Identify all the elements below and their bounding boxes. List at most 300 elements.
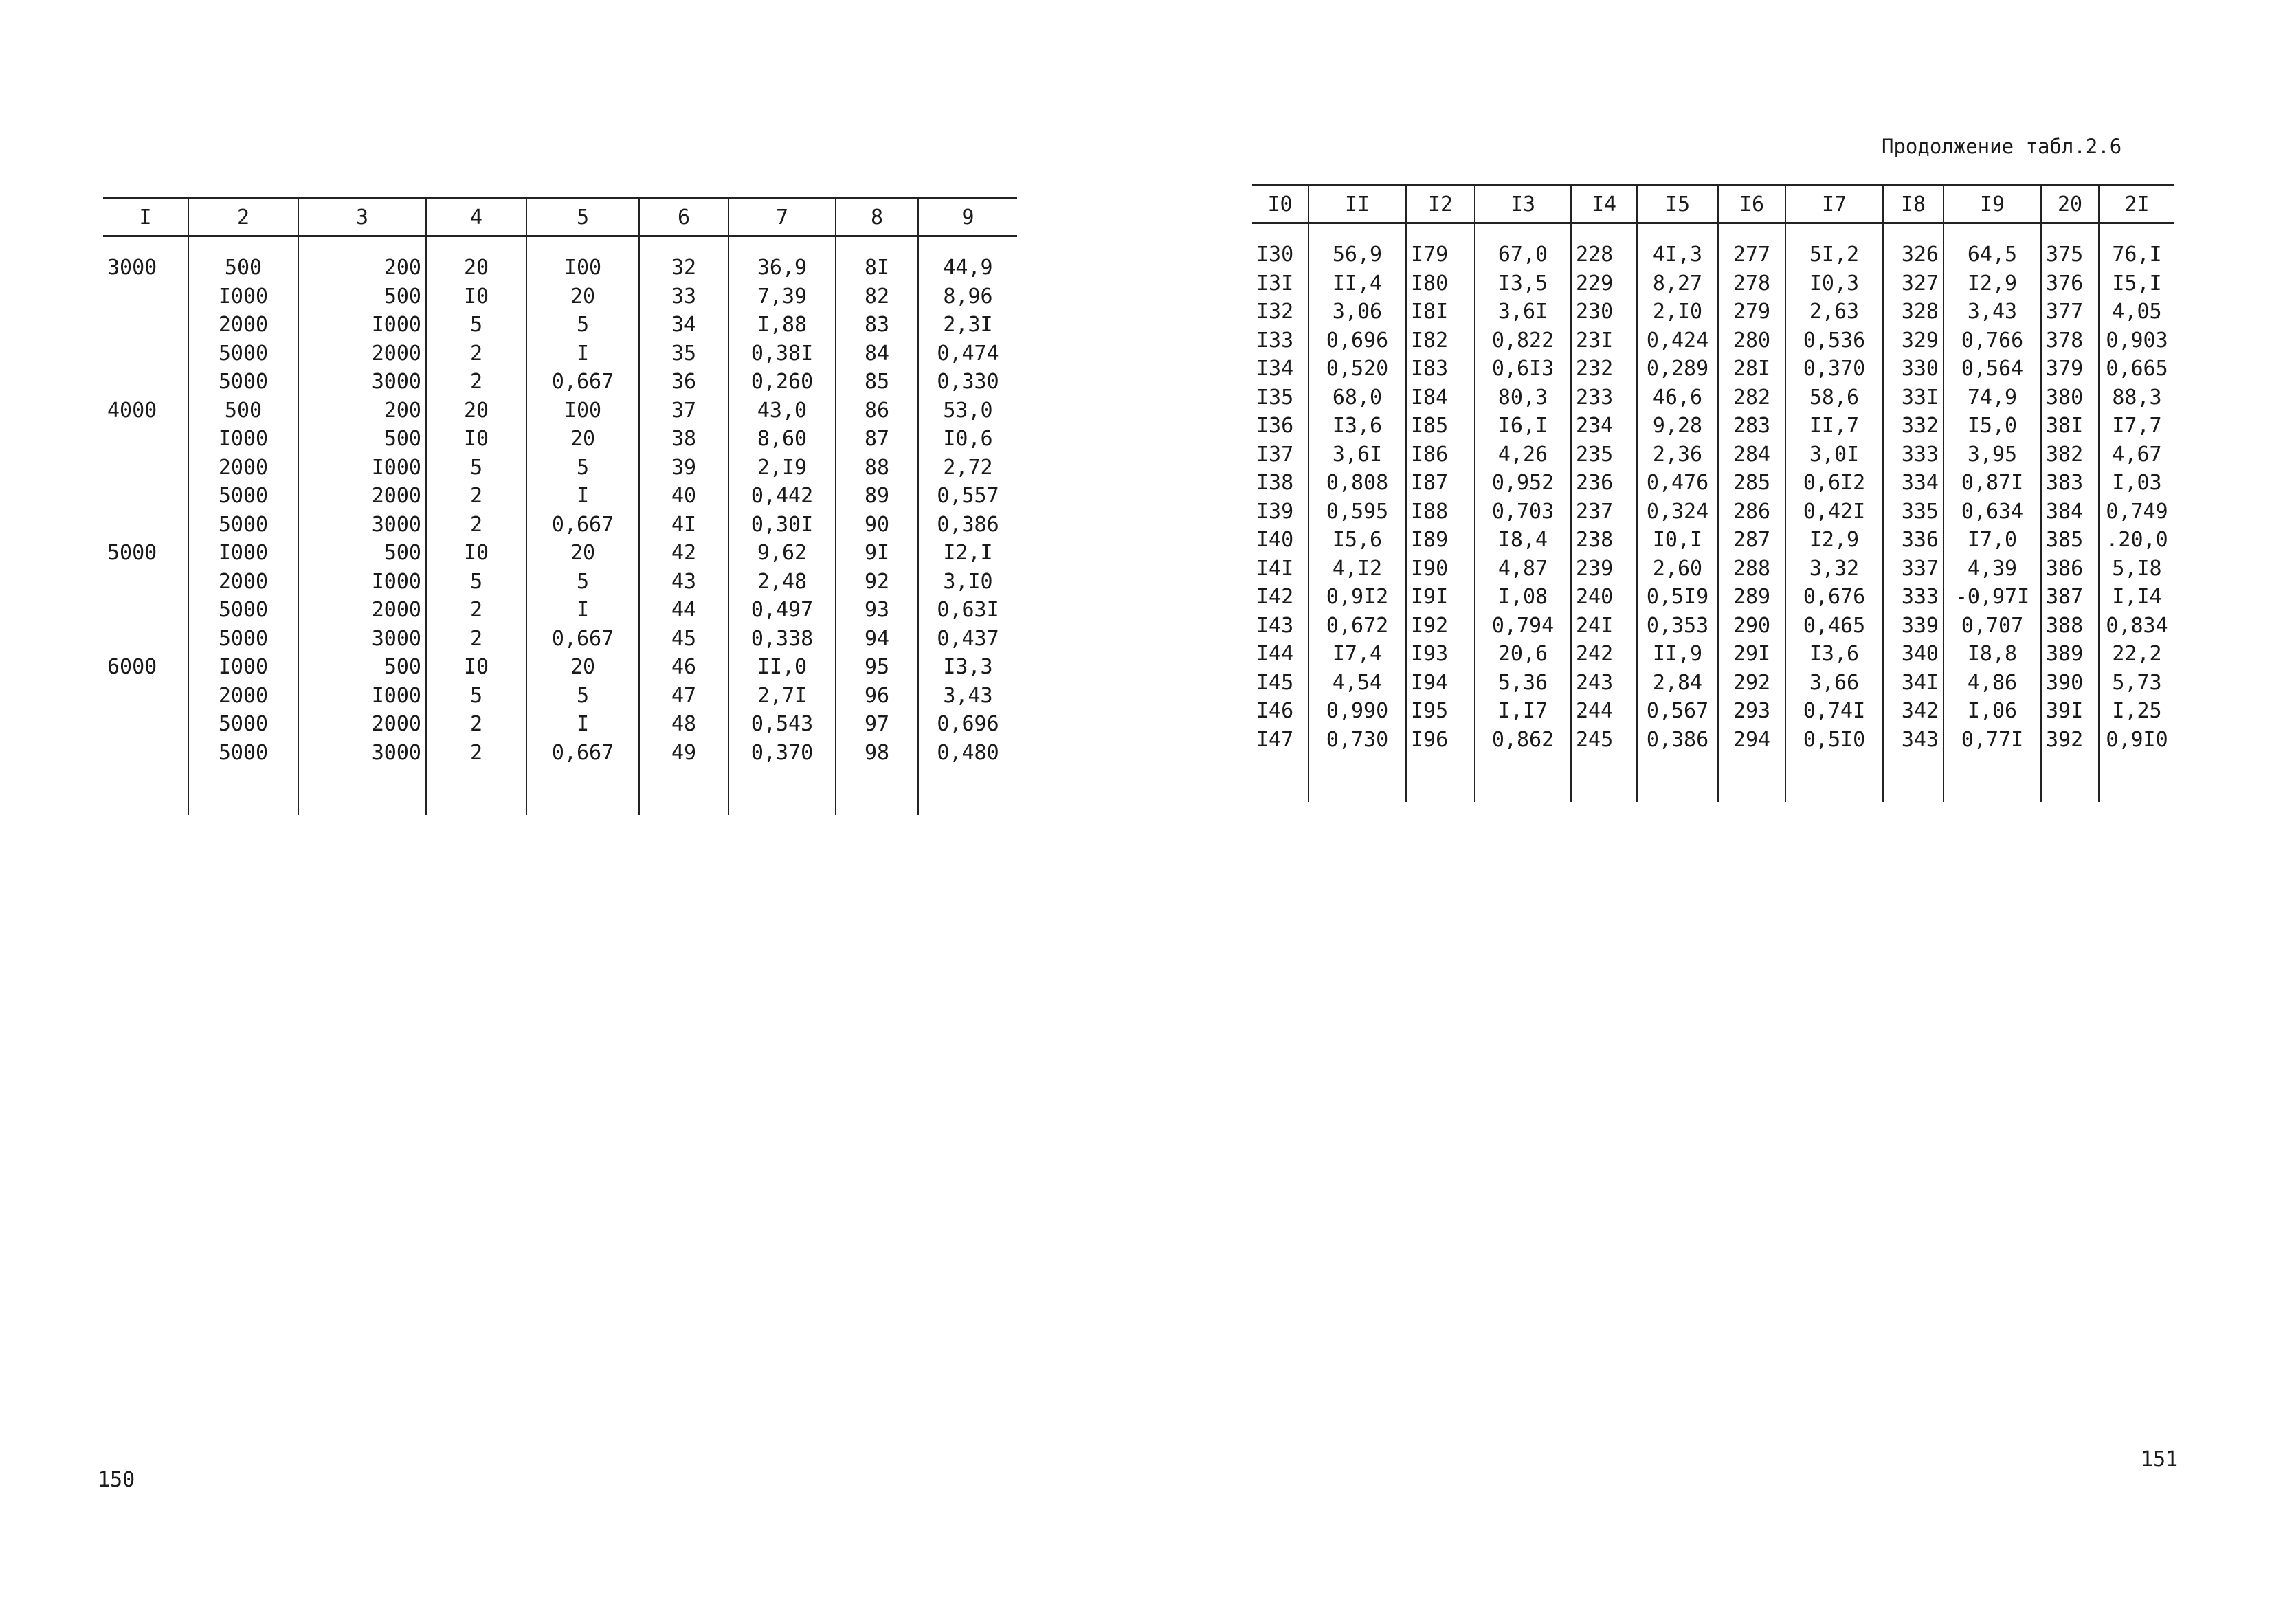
table-cell: 33 [639, 282, 728, 311]
table-cell: I30 [1256, 243, 1294, 267]
table-cell: 5 [426, 682, 526, 711]
table-cell: I,88 [728, 311, 836, 340]
table-cell: 286 [1718, 498, 1785, 526]
table-cell: 58,6 [1785, 383, 1883, 412]
column-header: 9 [918, 199, 1017, 236]
table-cell: 0,595 [1308, 498, 1406, 526]
column-header: I4 [1571, 186, 1637, 223]
table-cell: 0,822 [1475, 326, 1571, 355]
table-cell: 292 [1718, 669, 1785, 698]
table-cell: I000 [298, 568, 426, 597]
table-cell: I0,6 [918, 425, 1017, 454]
table-cell: 0,676 [1785, 583, 1883, 612]
table-cell: 3000 [298, 368, 426, 397]
table-cell: 326 [1883, 223, 1944, 269]
table-row [103, 340, 1017, 368]
table-cell: 0,564 [1944, 355, 2041, 383]
table-cell: 0,74I [1785, 697, 1883, 726]
table-cell: 4,67 [2099, 441, 2174, 469]
table-cell [103, 282, 188, 311]
column-header: I6 [1718, 186, 1785, 223]
table-cell: I,I7 [1475, 697, 1571, 726]
table-cell: I93 [1406, 640, 1475, 669]
table-cell: 390 [2041, 669, 2099, 698]
table-cell: I40 [1256, 528, 1294, 553]
table-cell: 2000 [188, 454, 298, 482]
table-cell: 0,794 [1475, 612, 1571, 641]
table-cell: 94 [836, 625, 918, 654]
table-cell: II,9 [1637, 640, 1718, 669]
table-cell: 98 [836, 739, 918, 768]
table-cell: 284 [1718, 441, 1785, 469]
table-cell: I,03 [2099, 469, 2174, 498]
table-cell: 339 [1883, 612, 1944, 641]
table-cell [103, 568, 188, 597]
table-cell: 3000 [298, 739, 426, 768]
table-row [1252, 726, 2174, 755]
table-cell: 76,I [2099, 223, 2174, 269]
table-cell: -0,97I [1944, 583, 2041, 612]
table-cell: 96 [836, 682, 918, 711]
table-cell: 2,36 [1637, 441, 1718, 469]
table-row [103, 397, 1017, 425]
table-cell: I45 [1256, 670, 1294, 695]
table-cell: 46 [639, 653, 728, 682]
table-cell: 382 [2041, 441, 2099, 469]
table-cell: 2,72 [918, 454, 1017, 482]
table-cell: 84 [836, 340, 918, 368]
table-cell: I0 [426, 653, 526, 682]
table-cell: I37 [1256, 442, 1294, 467]
table-cell: 20 [426, 397, 526, 425]
table-cell: 2,I0 [1637, 298, 1718, 326]
column-header: 8 [836, 199, 918, 236]
table-cell: 4,86 [1944, 669, 2041, 698]
table-cell: 5 [426, 454, 526, 482]
table-cell: 3,0I [1785, 441, 1883, 469]
table-row [1252, 441, 2174, 469]
table-cell: I92 [1406, 612, 1475, 641]
table-cell: I95 [1406, 697, 1475, 726]
column-header: 4 [426, 199, 526, 236]
table-cell: 20 [526, 539, 639, 568]
table-cell: I2,9 [1785, 526, 1883, 555]
table-row [103, 511, 1017, 540]
table-cell: 0,30I [728, 511, 836, 540]
table-cell: 0,370 [1785, 355, 1883, 383]
table-cell: 4,39 [1944, 555, 2041, 583]
table-cell [103, 368, 188, 397]
table-cell: 0,543 [728, 710, 836, 739]
table-cell: I,I4 [2099, 583, 2174, 612]
table-cell: 0,707 [1944, 612, 2041, 641]
table-cell: 0,6I2 [1785, 469, 1883, 498]
table-cell: 46,6 [1637, 383, 1718, 412]
table-cell: 39I [2041, 697, 2099, 726]
table-cell: 33I [1883, 383, 1944, 412]
table-cell: 500 [298, 539, 426, 568]
table-cell: I000 [188, 282, 298, 311]
table-cell [103, 482, 188, 511]
table-cell: 0,474 [918, 340, 1017, 368]
table-cell: 2,7I [728, 682, 836, 711]
table-cell: 334 [1883, 469, 1944, 498]
table-cell: 392 [2041, 726, 2099, 755]
table-cell: 0,862 [1475, 726, 1571, 755]
table-cell: 5,73 [2099, 669, 2174, 698]
table-cell: I000 [188, 425, 298, 454]
table-cell: 2 [426, 710, 526, 739]
table-cell: 86 [836, 397, 918, 425]
table-cell: 342 [1883, 697, 1944, 726]
table-cell: 228 [1571, 223, 1637, 269]
page-number-right: 151 [2141, 1447, 2179, 1471]
table-cell: 5000 [188, 511, 298, 540]
table-cell: 0,990 [1308, 697, 1406, 726]
table-cell: I,06 [1944, 697, 2041, 726]
table-cell: 2 [426, 482, 526, 511]
table-cell [103, 425, 188, 454]
table-cell: 0,38I [728, 340, 836, 368]
table-cell: I0 [426, 425, 526, 454]
table-cell: 8,27 [1637, 269, 1718, 298]
table-cell: 2000 [188, 568, 298, 597]
table-cell: 384 [2041, 498, 2099, 526]
column-header: I5 [1637, 186, 1718, 223]
table-cell: 500 [298, 653, 426, 682]
table-cell: 4000 [107, 398, 157, 423]
table-cell: 5I,2 [1785, 223, 1883, 269]
table-row [103, 482, 1017, 511]
table-cell: I2,9 [1944, 269, 2041, 298]
table-cell: 0,952 [1475, 469, 1571, 498]
table-cell: 0,667 [526, 511, 639, 540]
table-cell: 20 [526, 282, 639, 311]
column-header: I [103, 199, 188, 236]
table-cell: II,7 [1785, 412, 1883, 441]
table-cell: 39 [639, 454, 728, 482]
table-cell: 3000 [298, 511, 426, 540]
table-cell: 294 [1718, 726, 1785, 755]
table-cell: 49 [639, 739, 728, 768]
table-cell: 0,386 [918, 511, 1017, 540]
table-cell: 385 [2041, 526, 2099, 555]
table-cell: 83 [836, 311, 918, 340]
table-cell: 233 [1571, 383, 1637, 412]
table-row [1252, 555, 2174, 583]
table-cell: 32 [639, 236, 728, 282]
table-row [103, 539, 1017, 568]
table-cell: I7,0 [1944, 526, 2041, 555]
table-cell: I6,I [1475, 412, 1571, 441]
table-cell: I47 [1256, 727, 1294, 752]
table-row [103, 311, 1017, 340]
table-cell: I3,6 [1308, 412, 1406, 441]
table-cell: 67,0 [1475, 223, 1571, 269]
table-cell: 95 [836, 653, 918, 682]
table-row [103, 368, 1017, 397]
table-cell: 90 [836, 511, 918, 540]
table-cell: I,25 [2099, 697, 2174, 726]
table-cell: 2,I9 [728, 454, 836, 482]
table-cell: 85 [836, 368, 918, 397]
table-cell: I000 [188, 539, 298, 568]
table-cell [103, 625, 188, 654]
table-cell: 0,730 [1308, 726, 1406, 755]
table-cell [103, 682, 188, 711]
table-cell: 3,I0 [918, 568, 1017, 597]
table-cell: 4,26 [1475, 441, 1571, 469]
column-header: I8 [1883, 186, 1944, 223]
table-cell: 0,386 [1637, 726, 1718, 755]
table-row [1252, 640, 2174, 669]
table-cell: 0,497 [728, 596, 836, 625]
table-cell: I5,6 [1308, 526, 1406, 555]
table-cell [103, 311, 188, 340]
table-cell: I8I [1406, 298, 1475, 326]
table-cell: 235 [1571, 441, 1637, 469]
table-cell: 0,424 [1637, 326, 1718, 355]
table-cell: I7,4 [1308, 640, 1406, 669]
table-cell: 380 [2041, 383, 2099, 412]
table-cell: 43,0 [728, 397, 836, 425]
table-cell: 377 [2041, 298, 2099, 326]
table-cell: 0,696 [1308, 326, 1406, 355]
table-cell: 8,96 [918, 282, 1017, 311]
column-header: 20 [2041, 186, 2099, 223]
table-cell: 500 [298, 425, 426, 454]
table-cell: 5000 [188, 710, 298, 739]
table-cell: 230 [1571, 298, 1637, 326]
table-cell: 4,I2 [1308, 555, 1406, 583]
table-cell: I33 [1256, 328, 1294, 353]
table-cell: 88,3 [2099, 383, 2174, 412]
table-cell: I2,I [918, 539, 1017, 568]
table-row [103, 454, 1017, 482]
table-cell: 378 [2041, 326, 2099, 355]
table-cell: 2,63 [1785, 298, 1883, 326]
table-cell: 0,536 [1785, 326, 1883, 355]
table-cell: I83 [1406, 355, 1475, 383]
table-cell: 8,60 [728, 425, 836, 454]
table-cell: 237 [1571, 498, 1637, 526]
table-cell: 379 [2041, 355, 2099, 383]
table-cell: 88 [836, 454, 918, 482]
table-cell: 68,0 [1308, 383, 1406, 412]
table-row [1252, 612, 2174, 641]
table-cell: 500 [188, 397, 298, 425]
table-cell: I42 [1256, 585, 1294, 610]
table-cell: 2,84 [1637, 669, 1718, 698]
table-cell: 28I [1718, 355, 1785, 383]
table-cell: 82 [836, 282, 918, 311]
table-cell: I5,0 [1944, 412, 2041, 441]
table-row [1252, 412, 2174, 441]
table-cell: 0,324 [1637, 498, 1718, 526]
table-cell: I35 [1256, 385, 1294, 410]
table-cell: 0,766 [1944, 326, 2041, 355]
table-cell: I94 [1406, 669, 1475, 698]
table-cell: 285 [1718, 469, 1785, 498]
table-cell: 278 [1718, 269, 1785, 298]
table-cell: 0,480 [918, 739, 1017, 768]
table-cell [103, 710, 188, 739]
table-row [103, 568, 1017, 597]
table-cell: 245 [1571, 726, 1637, 755]
table-cell: 3,6I [1308, 441, 1406, 469]
table-cell: 2,3I [918, 311, 1017, 340]
table-cell: .20,0 [2099, 526, 2174, 555]
table-cell: 387 [2041, 583, 2099, 612]
table-row [1252, 669, 2174, 698]
table-cell: 3000 [107, 256, 157, 280]
table-cell: 229 [1571, 269, 1637, 298]
table-cell: 45 [639, 625, 728, 654]
table-cell: 43 [639, 568, 728, 597]
table-cell [103, 596, 188, 625]
table-cell: 279 [1718, 298, 1785, 326]
table-cell: 343 [1883, 726, 1944, 755]
table-cell: 0,5I9 [1637, 583, 1718, 612]
column-header: 3 [298, 199, 426, 236]
table-cell: 97 [836, 710, 918, 739]
table-cell: 23I [1571, 326, 1637, 355]
table-cell: 0,665 [2099, 355, 2174, 383]
table-cell: 34 [639, 311, 728, 340]
table-cell: 8I [836, 236, 918, 282]
table-cell: 2,60 [1637, 555, 1718, 583]
table-cell: 2000 [298, 482, 426, 511]
column-header: I3 [1475, 186, 1571, 223]
table-cell: 236 [1571, 469, 1637, 498]
table-cell: 0,9I2 [1308, 583, 1406, 612]
table-cell: I84 [1406, 383, 1475, 412]
table-cell: 3,95 [1944, 441, 2041, 469]
page-number-left: 150 [98, 1468, 135, 1492]
table-cell: 3,43 [918, 682, 1017, 711]
table-cell: 242 [1571, 640, 1637, 669]
table-cell: 0,77I [1944, 726, 2041, 755]
table-filler-row [103, 767, 1017, 815]
table-cell: 3,66 [1785, 669, 1883, 698]
table-cell: 5 [426, 568, 526, 597]
table-cell: 0,6I3 [1475, 355, 1571, 383]
table-cell: 9,28 [1637, 412, 1718, 441]
table-row [103, 425, 1017, 454]
table-cell: 389 [2041, 640, 2099, 669]
table-cell: 2 [426, 340, 526, 368]
table-cell: 0,5I0 [1785, 726, 1883, 755]
table-cell: I9I [1406, 583, 1475, 612]
table-cell: 0,476 [1637, 469, 1718, 498]
table-cell: I89 [1406, 526, 1475, 555]
column-header: I9 [1944, 186, 2041, 223]
table-cell: 0,338 [728, 625, 836, 654]
table-cell: 40 [639, 482, 728, 511]
table-cell: 340 [1883, 640, 1944, 669]
table-cell: I96 [1406, 726, 1475, 755]
table-cell: 4,05 [2099, 298, 2174, 326]
table-cell: 3,32 [1785, 555, 1883, 583]
table-cell: 328 [1883, 298, 1944, 326]
table-row [1252, 298, 2174, 326]
table-cell: 376 [2041, 269, 2099, 298]
left-data-table [103, 197, 1017, 815]
table-cell: 64,5 [1944, 223, 2041, 269]
table-cell: 240 [1571, 583, 1637, 612]
table-cell: 36,9 [728, 236, 836, 282]
table-cell: 2 [426, 511, 526, 540]
table-cell: 383 [2041, 469, 2099, 498]
table-cell: I0,3 [1785, 269, 1883, 298]
table-cell: 5 [526, 454, 639, 482]
table-cell: 48 [639, 710, 728, 739]
table-cell: I90 [1406, 555, 1475, 583]
table-cell: I34 [1256, 357, 1294, 381]
table-cell: 20 [426, 236, 526, 282]
table-cell: 388 [2041, 612, 2099, 641]
table-cell: 38 [639, 425, 728, 454]
table-cell: 5 [526, 568, 639, 597]
table-cell: 5000 [188, 625, 298, 654]
table-cell: 333 [1883, 583, 1944, 612]
table-cell: 282 [1718, 383, 1785, 412]
table-cell: 0,903 [2099, 326, 2174, 355]
column-header: I7 [1785, 186, 1883, 223]
table-cell: 5000 [188, 340, 298, 368]
table-cell: II,0 [728, 653, 836, 682]
table-cell: 35 [639, 340, 728, 368]
table-cell: 500 [298, 282, 426, 311]
column-header: 2 [188, 199, 298, 236]
table-cell: I000 [298, 454, 426, 482]
table-row [1252, 383, 2174, 412]
table-cell: I88 [1406, 498, 1475, 526]
table-cell: I3,6 [1785, 640, 1883, 669]
table-cell: 5 [426, 311, 526, 340]
table-cell: 53,0 [918, 397, 1017, 425]
column-header: 7 [728, 199, 836, 236]
table-row [103, 653, 1017, 682]
table-cell: 0,330 [918, 368, 1017, 397]
table-cell: I3,5 [1475, 269, 1571, 298]
table-cell: 22,2 [2099, 640, 2174, 669]
table-cell: 9I [836, 539, 918, 568]
table-cell: 44 [639, 596, 728, 625]
table-cell: 287 [1718, 526, 1785, 555]
table-cell: 2000 [188, 311, 298, 340]
table-cell: 0,370 [728, 739, 836, 768]
table-cell: 5 [526, 311, 639, 340]
table-cell: 234 [1571, 412, 1637, 441]
table-cell: 5 [526, 682, 639, 711]
table-caption: Продолжение табл.2.6 [1882, 135, 2122, 158]
table-cell: 0,9I0 [2099, 726, 2174, 755]
table-cell: 0,703 [1475, 498, 1571, 526]
table-cell: 500 [188, 236, 298, 282]
table-cell: I000 [298, 311, 426, 340]
table-cell: I32 [1256, 300, 1294, 324]
table-cell: II,4 [1308, 269, 1406, 298]
table-cell: 0,672 [1308, 612, 1406, 641]
table-cell: 2 [426, 625, 526, 654]
table-cell: I [526, 482, 639, 511]
table-cell: 24I [1571, 612, 1637, 641]
column-header: I2 [1406, 186, 1475, 223]
table-row [1252, 498, 2174, 526]
table-cell: 288 [1718, 555, 1785, 583]
table-row [1252, 355, 2174, 383]
